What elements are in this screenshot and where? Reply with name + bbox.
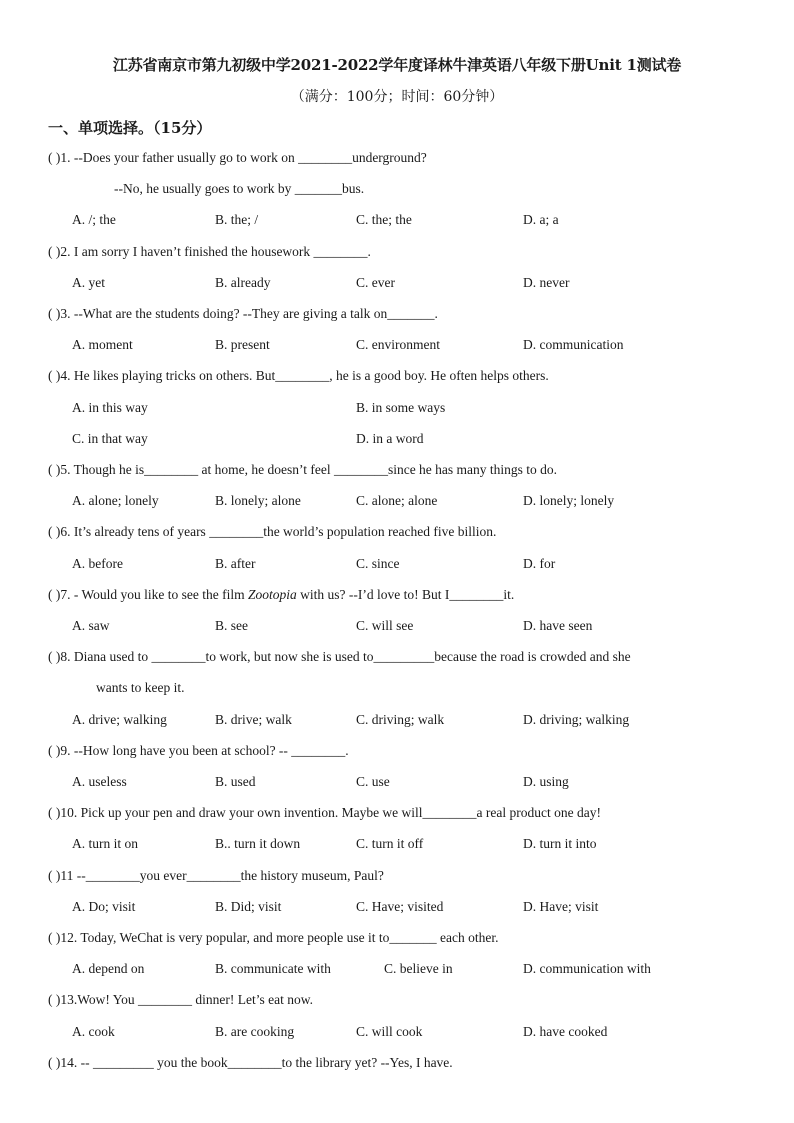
question-12-option-a: A. depend on — [72, 961, 145, 976]
question-2-option-a: A. yet — [72, 275, 105, 290]
question-11-option-d: D. Have; visit — [523, 899, 599, 914]
question-5-stem: ( )5. Though he is________ at home, he doesn’t feel ________since he has many things to do. — [48, 462, 558, 477]
question-4-option-c: C. in that way — [72, 431, 148, 446]
question-4-option-d: D. in a word — [356, 431, 424, 446]
question-9-stem: ( )9. --How long have you been at school? -- ________. — [48, 743, 349, 758]
question-5-option-b: B. lonely; alone — [215, 493, 301, 508]
question-2-option-b: B. already — [215, 275, 271, 290]
question-7-option-a: A. saw — [72, 618, 110, 633]
question-2-option-c: C. ever — [356, 275, 395, 290]
question-4-option-b: B. in some ways — [356, 400, 446, 415]
question-10-option-b: B.. turn it down — [215, 836, 301, 851]
question-5-option-c: C. alone; alone — [356, 493, 438, 508]
question-1-stem: ( )1. --Does your father usually go to work on ________underground? — [48, 150, 427, 165]
question-10-stem: ( )10. Pick up your pen and draw your own invention. Maybe we will________a real product one day! — [48, 805, 601, 820]
question-11-option-a: A. Do; visit — [72, 899, 136, 914]
question-6-option-c: C. since — [356, 556, 400, 571]
question-6-option-d: D. for — [523, 556, 556, 571]
question-8-option-b: B. drive; walk — [215, 712, 292, 727]
question-14-stem: ( )14. -- _________ you the book________to the library yet? --Yes, I have. — [48, 1055, 453, 1070]
question-6-stem: ( )6. It’s already tens of years ________the world’s population reached five billion. — [48, 524, 497, 539]
question-10-option-c: C. turn it off — [356, 836, 424, 851]
question-6-option-b: B. after — [215, 556, 256, 571]
question-8-option-c: C. driving; walk — [356, 712, 445, 727]
question-1-option-a: A. /; the — [72, 212, 116, 227]
question-1-option-d: D. a; a — [523, 212, 559, 227]
question-4-option-a: A. in this way — [72, 400, 148, 415]
question-9-option-a: A. useless — [72, 774, 127, 789]
question-7-stem — [48, 587, 514, 603]
question-10-option-d: D. turn it into — [523, 836, 597, 851]
question-7-option-b: B. see — [215, 618, 248, 633]
question-3-option-d: D. communication — [523, 337, 624, 352]
question-13-option-b: B. are cooking — [215, 1024, 295, 1039]
question-1-reply: --No, he usually goes to work by _______bus. — [114, 181, 365, 196]
score-time-note: （满分：100分；时间：60分钟） — [290, 89, 504, 105]
page-title: 江苏省南京市第九初级中学2021-2022学年度译林牛津英语八年级下册Unit 1测试卷 — [112, 56, 682, 74]
question-8-stem-continued: wants to keep it. — [96, 680, 185, 695]
question-8-option-d: D. driving; walking — [523, 712, 630, 727]
question-1-option-b: B. the; / — [215, 212, 259, 227]
question-12-stem: ( )12. Today, WeChat is very popular, and more people use it to_______ each other. — [48, 930, 499, 945]
question-10-option-a: A. turn it on — [72, 836, 138, 851]
question-11-option-b: B. Did; visit — [215, 899, 282, 914]
question-8-option-a: A. drive; walking — [72, 712, 167, 727]
question-12-option-c: C. believe in — [384, 961, 453, 976]
question-2-option-d: D. never — [523, 275, 570, 290]
question-13-option-c: C. will cook — [356, 1024, 423, 1039]
section-heading: 一、单项选择。（15分） — [48, 119, 212, 137]
question-3-option-b: B. present — [215, 337, 270, 352]
question-13-option-d: D. have cooked — [523, 1024, 608, 1039]
film-title: Zootopia — [248, 587, 297, 602]
question-13-stem: ( )13.Wow! You ________ dinner! Let’s eat now. — [48, 992, 314, 1007]
question-3-stem: ( )3. --What are the students doing? --They are giving a talk on_______. — [48, 306, 438, 321]
question-3-option-a: A. moment — [72, 337, 133, 352]
question-7-option-d: D. have seen — [523, 618, 593, 633]
question-13-option-a: A. cook — [72, 1024, 115, 1039]
question-6-option-a: A. before — [72, 556, 123, 571]
question-5-option-a: A. alone; lonely — [72, 493, 159, 508]
question-3-option-c: C. environment — [356, 337, 440, 352]
question-9-option-d: D. using — [523, 774, 569, 789]
question-9-option-c: C. use — [356, 774, 390, 789]
question-7-stem-start: ( )7. - Would you like to see the film — [48, 587, 249, 602]
question-12-option-d: D. communication with — [523, 961, 651, 976]
question-7-stem-end: with us? --I’d love to! But I________it. — [296, 587, 515, 602]
question-8-stem: ( )8. Diana used to ________to work, but now she is used to_________because the road is crowded and she — [48, 649, 631, 664]
question-12-option-b: B. communicate with — [215, 961, 331, 976]
question-11-option-c: C. Have; visited — [356, 899, 444, 914]
question-5-option-d: D. lonely; lonely — [523, 493, 615, 508]
question-4-stem: ( )4. He likes playing tricks on others. But________, he is a good boy. He often helps others. — [48, 368, 549, 383]
question-1-option-c: C. the; the — [356, 212, 412, 227]
question-7-option-c: C. will see — [356, 618, 414, 633]
question-9-option-b: B. used — [215, 774, 256, 789]
question-2-stem: ( )2. I am sorry I haven’t finished the housework ________. — [48, 244, 371, 259]
question-11-stem: ( )11 --________you ever________the history museum, Paul? — [48, 868, 384, 883]
